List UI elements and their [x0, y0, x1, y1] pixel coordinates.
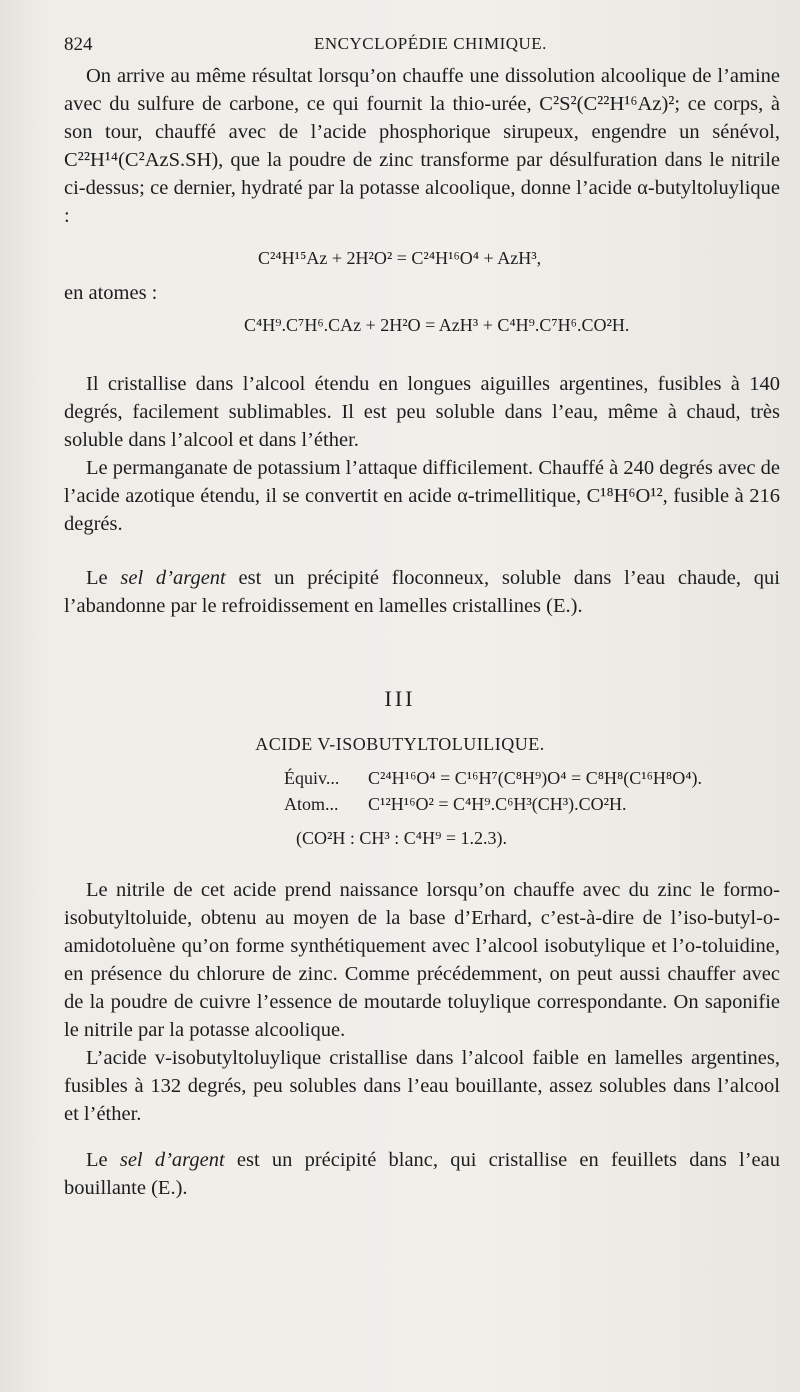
paragraph-silver-salt-2: [64, 1146, 780, 1202]
atoms-label: en atomes :: [64, 282, 158, 304]
paragraph-silver-salt-1: [64, 564, 780, 620]
silver-salt-rest-2: est un précipité blanc, qui cristallise en feuillets dans l’eau bouillante (E.).: [64, 1149, 780, 1199]
page-number: 824: [64, 34, 93, 55]
atom-formula: C¹²H¹⁶O² = C⁴H⁹.C⁶H³(CH³).CO²H.: [368, 794, 627, 814]
equation-atoms: C⁴H⁹.C⁷H⁶.CAz + 2H²O = AzH³ + C⁴H⁹.C⁷H⁶.CO²H.: [244, 315, 630, 335]
running-title: ENCYCLOPÉDIE CHIMIQUE.: [314, 34, 547, 53]
paragraph-thiourea: On arrive au même résultat lorsqu’on chauffe une dissolution alcoolique de l’amine avec du sulfure de carbone, ce qui fournit la thio-urée, C²S²(C²²H¹⁶Az)²; ce corps, à son tour, chauffé avec de l’acide phosphorique sirupeux, engendre un sénévol, C²²H¹⁴(C²AzS.SH), que la poudre de zinc transforme par désulfuration dans le nitrile ci-dessus; ce dernier, hydraté par la potasse alcoolique, donne l’acide α-butyltoluylique :: [64, 65, 780, 227]
equivalents-formula: C²⁴H¹⁶O⁴ = C¹⁶H⁷(C⁸H⁹)O⁴ = C⁸H⁸(C¹⁶H⁸O⁴).: [368, 768, 702, 788]
substitution-ratio: (CO²H : CH³ : C⁴H⁹ = 1.2.3).: [296, 828, 507, 848]
silver-salt-lead: Le: [86, 567, 121, 589]
equivalents-row: [284, 768, 702, 789]
paragraph-nitrile-prep: Le nitrile de cet acide prend naissance lorsqu’on chauffe avec du zinc le formo-isobutyltoluide, obtenu au moyen de la base d’Erhard, c’est-à-dire de l’iso-butyl-o-amidotoluène qu’on forme synthétiquement avec l’alcool isobutylique et l’o-toluidine, en présence du chlorure de zinc. Comme précédemment, on peut aussi chauffer avec de la poudre de cuivre l’essence de moutarde toluylique correspondante. On saponifie le nitrile par la potasse alcoolique.: [64, 879, 780, 1041]
equation-equivalents: C²⁴H¹⁵Az + 2H²O² = C²⁴H¹⁶O⁴ + AzH³,: [258, 248, 542, 268]
silver-salt-italic: sel d’argent: [120, 567, 226, 589]
silver-salt-lead-2: Le: [86, 1149, 120, 1171]
silver-salt-italic-2: sel d’argent: [119, 1149, 225, 1171]
paragraph-crystallisation: Il cristallise dans l’alcool étendu en longues aiguilles argentines, fusibles à 140 degrés, facilement sublimables. Il est peu soluble dans l’eau, même à chaud, très soluble dans l’alcool et dans l’éther.: [64, 373, 780, 451]
paragraph-permanganate: Le permanganate de potassium l’attaque difficilement. Chauffé à 240 degrés avec de l’acide azotique étendu, il se convertit en acide α-trimellitique, C¹⁸H⁶O¹², fusible à 216 degrés.: [64, 457, 780, 535]
silver-salt-rest: est un précipité floconneux, soluble dans l’eau chaude, qui l’abandonne par le refroidissement en lamelles cristallines (E.).: [64, 567, 780, 617]
section-number: III: [384, 686, 416, 711]
equivalents-label: Équiv...: [284, 768, 340, 788]
atom-label: Atom...: [284, 794, 339, 814]
atoms-row: [284, 794, 627, 815]
paragraph-acid-properties: L’acide v-isobutyltoluylique cristallise dans l’alcool faible en lamelles argentines, fusibles à 132 degrés, peu solubles dans l’eau bouillante, assez solubles dans l’alcool et l’éther.: [64, 1047, 780, 1125]
page-header: [64, 34, 780, 58]
section-title: ACIDE V-ISOBUTYLTOLUILIQUE.: [255, 734, 545, 754]
